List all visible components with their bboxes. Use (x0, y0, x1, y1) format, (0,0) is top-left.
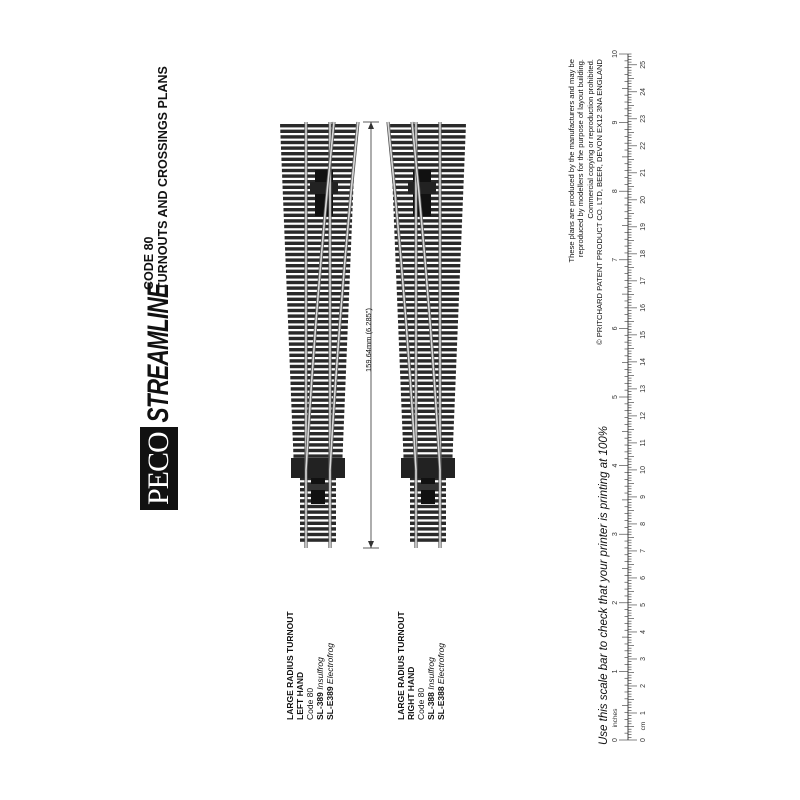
inch-label: 2 (612, 600, 619, 605)
cm-label: 0 (640, 738, 647, 742)
sku-note: Electrofrog (325, 642, 335, 685)
cm-label: 13 (640, 384, 647, 393)
inch-label: 10 (612, 50, 619, 58)
copyright-line: Commercial copying or reproduction prohibited. (585, 59, 595, 219)
scale-bar-note: Use this scale bar to check that your printer is printing at 100% (598, 426, 610, 745)
cm-label: 15 (640, 330, 647, 339)
cm-label: 22 (640, 141, 647, 150)
inch-label: 3 (612, 532, 619, 537)
inch-label: 0 (612, 738, 619, 742)
cm-label: 25 (640, 60, 647, 69)
cm-label: 12 (640, 412, 647, 420)
inch-label: 7 (612, 257, 619, 262)
inch-label: 6 (612, 326, 619, 331)
turnout-hand: RIGHT HAND (406, 666, 416, 720)
cm-label: 19 (640, 222, 647, 231)
sku-code: SL-388 (426, 692, 436, 720)
cm-label: 11 (640, 439, 647, 447)
cm-label: 14 (640, 357, 647, 366)
cm-label: 21 (640, 168, 647, 177)
cm-label: 18 (640, 249, 647, 258)
cm-label: 16 (640, 303, 647, 312)
inch-label: 5 (612, 395, 619, 399)
copyright-line: These plans are produced by the manufacturers and may be (567, 59, 576, 263)
streamline-wordmark: STREAMLINE (142, 284, 175, 423)
cm-label: 17 (640, 276, 647, 285)
cm-label: 7 (640, 548, 647, 553)
cm-label: 2 (640, 684, 647, 688)
sku-note: Insulfrog (315, 657, 325, 690)
sku-note: Electrofrog (436, 642, 446, 685)
cm-label: 1 (640, 711, 647, 715)
cm-label: 5 (640, 603, 647, 607)
turnout-hand: LEFT HAND (295, 671, 305, 720)
dimension-label: 159.64mm (6.285") (364, 308, 373, 372)
sku-code: SL-389 (315, 692, 325, 720)
copyright-line: reproduced by modellers for the purpose of layout building. (576, 59, 586, 258)
title-line-2: TURNOUTS AND CROSSINGS PLANS (156, 66, 170, 290)
cm-label: 9 (640, 494, 647, 499)
cm-label: 10 (640, 466, 647, 474)
peco-logo: PECO (140, 427, 178, 510)
title-line-1: CODE 80 (142, 236, 156, 290)
cm-label: 24 (640, 87, 647, 96)
cm-label: 8 (640, 521, 647, 526)
inch-label: 1 (612, 669, 619, 674)
inches-unit-label: inches (612, 708, 619, 728)
cm-label: 20 (640, 195, 647, 204)
cm-label: 23 (640, 114, 647, 123)
cm-label: 4 (640, 630, 647, 634)
sku-code: SL-E388 (436, 686, 446, 720)
copyright-line: © PRITCHARD PATENT PRODUCT CO. LTD, BEER, DEVON EX12 3NA ENGLAND (595, 59, 605, 345)
cm-label: 6 (640, 575, 647, 580)
sku-note: Insulfrog (426, 657, 436, 690)
inch-label: 9 (612, 120, 619, 125)
inch-label: 8 (612, 189, 619, 194)
cm-unit-label: cm (640, 721, 647, 731)
turnout-code: Code 80 (305, 687, 315, 720)
sku-code: SL-E389 (325, 686, 335, 720)
turnout-title: LARGE RADIUS TURNOUT (285, 611, 295, 720)
turnout-code: Code 80 (416, 687, 426, 720)
inch-label: 4 (612, 463, 619, 468)
turnout-title: LARGE RADIUS TURNOUT (396, 611, 406, 720)
cm-label: 3 (640, 657, 647, 661)
